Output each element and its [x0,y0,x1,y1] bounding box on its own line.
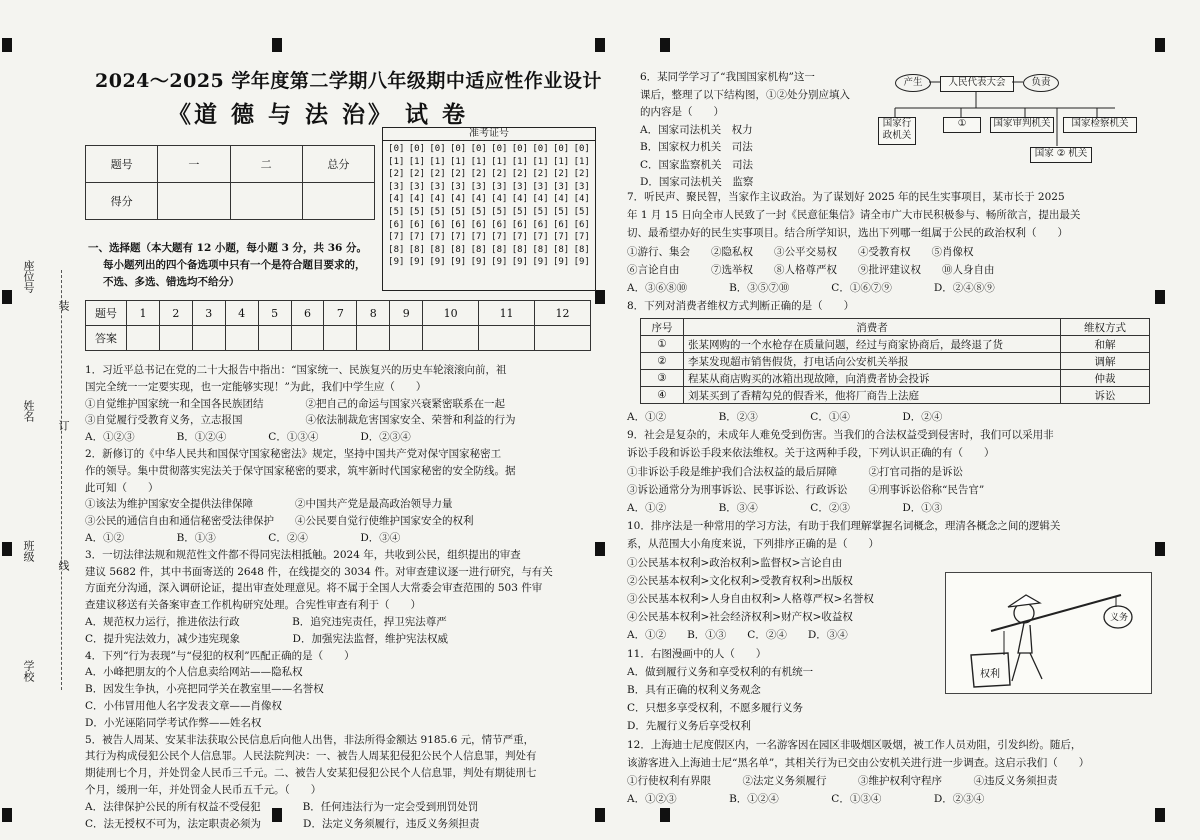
question-text-line: 11．右图漫画中的人（ ） [627,647,767,660]
question-text-line: ③公民基本权利>人身自由权利>人格尊严权>名誉权 [627,593,874,606]
score-table-cell[interactable] [230,183,302,220]
rights-table-cell: 程某从商店购买的冰箱出现故障，向消费者协会投诉 [684,370,1061,387]
exam-id-bubble[interactable]: [8] [449,244,467,255]
rights-table-cell: 仲裁 [1061,370,1150,387]
registration-mark [1155,290,1165,304]
exam-id-bubble[interactable]: [5] [470,206,487,217]
exam-id-bubble[interactable]: [2] [470,169,487,180]
registration-mark [2,542,12,556]
question-text-line: D．国家司法机关 监察 [640,176,754,188]
exam-id-bubble[interactable]: [3] [449,181,467,192]
question-text-line: A．①② B．①③ C．②④ D．③④ [627,629,848,642]
registration-mark [595,542,605,556]
exam-id-bubble[interactable]: [0] [573,144,590,154]
answer-cell[interactable] [423,326,479,351]
exam-id-bubble[interactable]: [7] [511,232,529,243]
question-text-line: 7．听民声、聚民智，当家作主议政治。为了谋划好 2025 年的民生实事项目，某市长于 2025 [627,191,1065,203]
question-text-line: 国完全统一一定要实现，也一定能够实现！”为此，我们中学生应（ ） [85,380,427,393]
exam-id-bubble[interactable]: [6] [408,219,426,230]
score-table-cell: 二 [230,146,302,183]
exam-id-bubble[interactable]: [2] [511,169,529,180]
answer-table-number: 10 [423,301,479,326]
exam-id-bubble[interactable]: [8] [573,244,590,255]
answer-table [85,300,591,351]
exam-id-bubble[interactable]: [4] [470,194,487,205]
rights-table-cell: 调解 [1061,353,1150,370]
question-text-line: A．小峰把朋友的个人信息卖给网站——隐私权 [85,666,303,679]
registration-mark [595,290,605,304]
cartoon-drawing [946,573,1151,693]
exam-id-bubble[interactable]: [1] [511,156,529,167]
exam-id-bubble[interactable]: [9] [429,257,446,268]
question-text-line: A．①②③ B．①②④ C．①③④ D．②③④ [85,431,411,444]
section-heading: 一、选择题（本大题有 12 小题，每小题 3 分，共 36 分。 [88,242,367,254]
cartoon-illustration [945,572,1152,694]
score-table-cell: 得分 [86,183,158,220]
rights-table-header: 维权方式 [1061,319,1150,336]
question-text-line: ③自觉履行受教育义务，立志报国 ④依法制裁危害国家安全、荣誉和利益的行为 [85,414,516,427]
registration-mark [595,38,605,52]
exam-id-bubble[interactable]: [7] [449,232,467,243]
exam-id-bubble[interactable]: [7] [491,232,508,243]
registration-mark [2,290,12,304]
answer-table-number: 3 [192,301,225,326]
exam-id-bubble[interactable]: [0] [470,144,487,154]
registration-mark [272,38,282,52]
exam-id-bubble[interactable]: [6] [470,219,487,230]
question-text-line: 10．排序法是一种常用的学习方法，有助于我们理解掌握名词概念，理清各概念之间的逻辑关 [627,520,1061,533]
answer-table-number: 8 [357,301,390,326]
exam-id-bubble[interactable]: [2] [552,169,570,180]
exam-id-bubble[interactable]: [8] [470,244,487,255]
exam-id-bubble[interactable]: [5] [388,206,405,217]
question-6 [640,69,880,192]
question-text-line: ①行使权利有界限 ②法定义务须履行 ③维护权利守程序 ④违反义务须担责 [627,775,1058,788]
exam-id-bubble[interactable]: [9] [491,257,508,268]
exam-id-bubble[interactable]: [6] [552,219,570,230]
answer-cell[interactable] [479,326,535,351]
exam-id-bubble[interactable]: [9] [470,257,487,268]
question-text-line: C．法无授权不可为，法定职责必须为 D．法定义务须履行，违反义务须担责 [85,817,480,830]
question-text-line: 个月，缓刑一年，并处罚金人民币五千元。（ ） [85,783,322,796]
diagram-produce-label: 产生 [895,74,931,92]
answer-cell[interactable] [324,326,357,351]
exam-id-bubble[interactable]: [3] [511,181,529,192]
exam-id-bubble[interactable]: [2] [429,169,446,180]
rights-table-header: 序号 [641,319,684,336]
question-text-line: ④公民基本权利>社会经济权利>财产权>收益权 [627,611,853,624]
exam-id-bubble[interactable]: [6] [388,219,405,230]
exam-id-bubble[interactable]: [4] [449,194,467,205]
diagram-judicial-organ: 国家审判机关 [990,117,1054,133]
table-row [641,387,1150,404]
registration-mark [1155,38,1165,52]
exam-id-bubble[interactable]: [6] [491,219,508,230]
question-text-line: A．①② B．②③ C．①④ D．②④ [627,411,943,423]
question-text-line: B．因发生争执，小亮把同学关在教室里——名誉权 [85,683,324,696]
question-text-line: A．国家司法机关 权力 [640,123,753,136]
score-table-cell[interactable] [302,183,374,220]
exam-id-bubble[interactable]: [4] [573,194,590,205]
exam-subject-title: 《道 德 与 法 治》 试 卷 [168,101,469,128]
exam-id-label: 准考证号 [383,128,595,141]
question-text-line: 此可知（ ） [85,481,159,494]
question-text-line: 9．社会是复杂的，未成年人难免受到伤害。当我们的合法权益受到侵害时，我们可以采用非 [627,429,1054,442]
question-text-line: A．①②③ B．①②④ C．①③④ D．②③④ [627,793,985,806]
question-text-line: ①非诉讼手段是维护我们合法权益的最后屏障 ②打官司指的是诉讼 [627,465,963,478]
rights-table-cell: ② [641,353,684,370]
question-text-line: C．只想多享受权利，不愿多履行义务 [627,702,804,715]
exam-id-grid[interactable] [383,141,595,271]
question-text-line: 2．新修订的《中华人民共和国保守国家秘密法》规定，坚持中国共产党对保守国家秘密工 [85,447,502,460]
exam-id-bubble[interactable]: [3] [573,181,590,192]
question-text-line: 5．被告人周某、安某非法获取公民信息后向他人出售，非法所得金额达 9185.6 元，情节严重， [85,733,535,746]
exam-id-bubble[interactable]: [2] [408,169,426,180]
binding-char: 订 [57,420,70,431]
question-text-line: 该游客进入上海迪士尼“黑名单”，其相关行为已交由公安机关进行进一步调查。这启示我们（ ） [627,756,1090,769]
answer-table-number: 1 [127,301,160,326]
answer-table-number: 12 [535,301,591,326]
diagram-procuratorial-organ: 国家检察机关 [1063,117,1137,133]
class-label: 班级 [22,540,35,562]
exam-id-bubble[interactable]: [2] [388,169,405,180]
exam-id-bubble[interactable]: [9] [532,257,549,268]
exam-id-bubble[interactable]: [3] [388,181,405,192]
question-text-line: 课后，整理了以下结构图，①②处分别应填入 [640,88,850,101]
binding-char: 线 [57,560,70,571]
exam-id-bubble[interactable]: [0] [388,144,405,154]
exam-id-bubble[interactable]: [1] [491,156,508,167]
question-text-line: ③诉讼通常分为刑事诉讼、民事诉讼、行政诉讼 ④刑事诉讼俗称“民告官” [627,483,985,496]
exam-id-bubble[interactable]: [3] [408,181,426,192]
exam-id-bubble[interactable]: [2] [449,169,467,180]
rights-table-cell: ④ [641,387,684,404]
rights-table-cell: ③ [641,370,684,387]
registration-mark [1155,808,1165,822]
exam-id-bubble[interactable]: [8] [429,244,446,255]
exam-id-bubble[interactable]: [1] [388,156,405,167]
exam-id-bubble[interactable]: [4] [532,194,549,205]
answer-cell[interactable] [225,326,258,351]
table-row [641,370,1150,387]
answer-table-number: 6 [291,301,324,326]
question-text-line: A．①② B．③④ C．②③ D．①③ [627,502,943,515]
binding-line [61,270,62,690]
binding-char: 装 [57,300,70,311]
exam-id-bubble[interactable]: [2] [532,169,549,180]
exam-id-bubble[interactable]: [1] [532,156,549,167]
exam-id-bubble[interactable]: [4] [408,194,426,205]
question-text-line: 4．下列“行为表现”与“侵犯的权利”匹配正确的是（ ） [85,649,355,662]
question-text-line: A．③⑥⑧⑩ B．③⑤⑦⑩ C．①⑥⑦⑨ D．②④⑧⑨ [627,282,995,295]
left-questions [85,362,595,832]
exam-id-bubble[interactable]: [1] [429,156,446,167]
score-table-cell: 题号 [86,146,158,183]
question-text-line: 作的领导。集中贯彻落实宪法关于保守国家秘密的要求，筑牢新时代国家秘密的安全防线。据 [85,464,516,477]
exam-id-bubble[interactable]: [7] [408,232,426,243]
questions-7-8 [627,188,1152,315]
exam-id-bubble[interactable]: [7] [573,232,590,243]
question-text-line: 系，从范围大小角度来说，下列排序正确的是（ ） [627,538,879,551]
question-text-line: C．提升宪法效力，减少违宪现象 D．加强宪法监督，维护宪法权威 [85,632,448,645]
exam-id-bubble[interactable]: [4] [491,194,508,205]
exam-id-bubble[interactable]: [3] [429,181,446,192]
score-table-cell: 总分 [302,146,374,183]
exam-id-bubble[interactable]: [4] [388,194,405,205]
answer-cell[interactable] [357,326,390,351]
exam-id-bubble[interactable]: [8] [491,244,508,255]
answer-cell[interactable] [390,326,423,351]
exam-id-bubble[interactable]: [1] [449,156,467,167]
exam-id-bubble[interactable]: [9] [511,257,529,268]
question-text-line: D．小光诬陷同学考试作弊——姓名权 [85,716,262,729]
answer-table-number: 9 [390,301,423,326]
question-text-line: ①公民基本权利>政治权利>监督权>言论自由 [627,556,843,569]
exam-id-bubble[interactable]: [1] [573,156,590,167]
seat-number-label: 座位号 [22,260,35,293]
exam-id-bubble[interactable]: [3] [552,181,570,192]
exam-id-bubble[interactable]: [8] [532,244,549,255]
answer-table-header: 题号 [86,301,127,326]
question-text-line: A．法律保护公民的所有权益不受侵犯 B．任何违法行为一定会受到刑罚处罚 [85,800,479,813]
exam-id-bubble[interactable]: [5] [573,206,590,217]
exam-id-bubble[interactable]: [7] [388,232,405,243]
exam-id-bubble[interactable]: [8] [511,244,529,255]
exam-id-bubble[interactable]: [5] [491,206,508,217]
diagram-responsible-label: 负责 [1023,74,1059,92]
answer-table-number: 11 [479,301,535,326]
question-text-line: 12．上海迪士尼度假区内，一名游客因在园区非吸烟区吸烟，被工作人员劝阻，引发纠纷。随后， [627,738,1082,751]
exam-id-bubble[interactable]: [0] [491,144,508,154]
question-text-line: 1．习近平总书记在党的二十大报告中指出：“国家统一、民族复兴的历史车轮滚滚向前，祖 [85,364,507,376]
registration-mark [2,38,12,52]
answer-table-number: 5 [258,301,291,326]
exam-id-bubble[interactable]: [9] [388,257,405,268]
exam-id-bubble[interactable]: [5] [511,206,529,217]
registration-mark [660,808,670,822]
question-text-line: ①该法为维护国家安全提供法律保障 ②中国共产党是最高政治领导力量 [85,498,453,511]
section-instruction: 不选、多选、错选均不给分） [103,276,240,288]
exam-id-bubble[interactable]: [8] [552,244,570,255]
diagram-blank-1: ① [943,117,981,133]
rights-table-cell: 和解 [1061,336,1150,353]
rights-table-cell: 张某网购的一个水枪存在质量问题，经过与商家协商后，最终退了货 [684,336,1061,353]
exam-id-bubble[interactable]: [6] [511,219,529,230]
question-text-line: 期徒刑七个月，并处罚金人民币三千元。二、被告人安某犯侵犯公民个人信息罪，判处有期徒刑七 [85,767,537,780]
exam-id-bubble[interactable]: [2] [491,169,508,180]
exam-id-bubble[interactable]: [6] [532,219,549,230]
registration-mark [595,808,605,822]
exam-id-bubble[interactable]: [0] [511,144,529,154]
question-text-line: B．国家权力机关 司法 [640,141,753,153]
exam-id-bubble[interactable]: [7] [552,232,570,243]
registration-mark [1155,542,1165,556]
answer-cell[interactable] [127,326,160,351]
school-label: 学校 [22,660,35,682]
exam-id-bubble[interactable]: [2] [573,169,590,180]
state-organ-diagram [875,70,1155,170]
exam-id-bubble[interactable]: [8] [408,244,426,255]
exam-id-bubble[interactable]: [5] [532,206,549,217]
registration-mark [660,38,670,52]
exam-id-bubble[interactable]: [1] [408,156,426,167]
consumer-rights-table [640,318,1150,404]
exam-id-bubble[interactable]: [9] [449,257,467,268]
answer-cell[interactable] [291,326,324,351]
question-text-line: 的内容是（ ） [640,106,724,118]
question-text-line: A．做到履行义务和享受权利的有机统一 [627,665,814,678]
exam-id-bubble[interactable]: [9] [552,257,570,268]
exam-id-bubble[interactable]: [5] [408,206,426,217]
question-text-line: 切、最希望办好的民生实事项目。结合所学知识，选出下列哪一组属于公民的政治权利（ ） [627,227,1068,240]
answer-table-number: 4 [225,301,258,326]
section-instruction: 每小题列出的四个备选项中只有一个是符合题目要求的， [103,259,366,271]
exam-id-bubble[interactable]: [4] [511,194,529,205]
answer-cell[interactable] [258,326,291,351]
rights-table-header: 消费者 [684,319,1061,336]
exam-id-bubble[interactable]: [7] [470,232,487,243]
answer-table-number: 7 [324,301,357,326]
answer-cell[interactable] [192,326,225,351]
score-table [85,145,375,220]
question-text-line: ①自觉维护国家统一和全国各民族团结 ②把自己的命运与国家兴衰紧密联系在一起 [85,397,505,410]
exam-id-bubble[interactable]: [3] [470,181,487,192]
answer-table-number: 2 [159,301,192,326]
question-text-line: A．①② B．①③ C．②④ D．③④ [85,531,401,544]
rights-bag-label: 权利 [980,669,1000,680]
exam-id-bubble[interactable]: [6] [449,219,467,230]
exam-id-bubble[interactable]: [4] [429,194,446,205]
exam-id-bubble[interactable]: [9] [408,257,426,268]
question-text-line: 查建议移送有关备案审查工作机构研究处理。合宪性审查有利于（ ） [85,599,421,612]
question-text-line: B．具有正确的权利义务观念 [627,684,761,697]
table-row [641,336,1150,353]
exam-id-bubble[interactable]: [0] [429,144,446,154]
question-text-line: 年 1 月 15 日向全市人民致了一封《民意征集信》请全市广大市民积极参与、畅所欲言，提出最关 [627,209,1081,222]
question-text-line: 建议 5682 件，其中书面寄送的 2648 件，在线提交的 3034 件。对审查建议逐一进行研究，与有关 [85,565,553,578]
question-text-line: ③公民的通信自由和通信秘密受法律保护 ④公民要自觉行使维护国家安全的权利 [85,515,474,528]
exam-id-bubble[interactable]: [1] [470,156,487,167]
question-text-line: 3．一切法律法规和规范性文件都不得同宪法相抵触。2024 年，共收到公民，组织提出的审查 [85,548,521,561]
answer-cell[interactable] [535,326,591,351]
table-row [641,353,1150,370]
diagram-congress-box: 人民代表大会 [940,76,1014,92]
exam-id-bubble[interactable]: [1] [552,156,570,167]
exam-id-box [382,127,596,291]
exam-id-bubble[interactable]: [7] [532,232,549,243]
question-text-line: 8．下列对消费者维权方式判断正确的是（ ） [627,300,855,313]
question-text-line: 其行为构成侵犯公民个人信息罪。人民法院判决：一、被告人周某犯侵犯公民个人信息罪，判处有 [85,750,537,763]
exam-id-bubble[interactable]: [7] [429,232,446,243]
exam-id-bubble[interactable]: [3] [532,181,549,192]
exam-id-bubble[interactable]: [5] [552,206,570,217]
exam-title: 2024～2025 学年度第二学期八年级期中适应性作业设计 [95,70,602,92]
exam-id-bubble[interactable]: [8] [388,244,405,255]
answer-table-header: 答案 [86,326,127,351]
question-text-line: ⑥言论自由 ⑦选举权 ⑧人格尊严权 ⑨批评建议权 ⑩人身自由 [627,263,995,276]
score-table-cell: 一 [158,146,230,183]
question-text-line: A．规范权力运行，推进依法行政 B．追究违宪责任，捍卫宪法尊严 [85,615,447,628]
exam-id-bubble[interactable]: [6] [429,219,446,230]
registration-mark [2,808,12,822]
exam-id-bubble[interactable]: [0] [552,144,570,154]
exam-id-bubble[interactable]: [0] [408,144,426,154]
rights-table-cell: ① [641,336,684,353]
score-table-cell[interactable] [158,183,230,220]
exam-id-bubble[interactable]: [3] [491,181,508,192]
rights-table-cell: 刘某买到了香精勾兑的假香米，他将厂商告上法庭 [684,387,1061,404]
exam-id-bubble[interactable]: [5] [449,206,467,217]
question-text-line: 方面充分沟通，深入调研论证，提出审查处理意见。将不属于全国人大常委会审查范围的 503 件审 [85,582,543,595]
exam-id-bubble[interactable]: [0] [532,144,549,154]
duties-bag-label: 义务 [1110,613,1129,623]
exam-id-bubble[interactable]: [9] [573,257,590,268]
question-text-line: C．国家监察机关 司法 [640,158,754,171]
question-text-line: 6．某同学学习了“我国国家机构”这一 [640,71,815,83]
exam-id-bubble[interactable]: [0] [449,144,467,154]
question-text-line: ①游行、集会 ②隐私权 ③公平交易权 ④受教育权 ⑤肖像权 [627,245,974,258]
exam-id-bubble[interactable]: [4] [552,194,570,205]
question-text-line: D．先履行义务后享受权利 [627,720,751,733]
rights-table-cell: 李某发现超市销售假货，打电话向公安机关举报 [684,353,1061,370]
question-text-line: ②公民基本权利>文化权利>受教育权利>出版权 [627,574,853,587]
name-label: 姓名 [22,400,35,422]
exam-id-bubble[interactable]: [5] [429,206,446,217]
question-text-line: 诉讼手段和诉讼手段来依法维权。关于这两种手段，下列认识正确的有（ ） [627,447,995,460]
diagram-blank-2: 国家 ② 机关 [1030,147,1092,163]
rights-table-cell: 诉讼 [1061,387,1150,404]
diagram-admin-organ: 国家行政机关 [878,117,916,145]
answer-cell[interactable] [159,326,192,351]
question-text-line: C．小伟冒用他人名字发表文章——肖像权 [85,699,283,712]
exam-id-bubble[interactable]: [6] [573,219,590,230]
